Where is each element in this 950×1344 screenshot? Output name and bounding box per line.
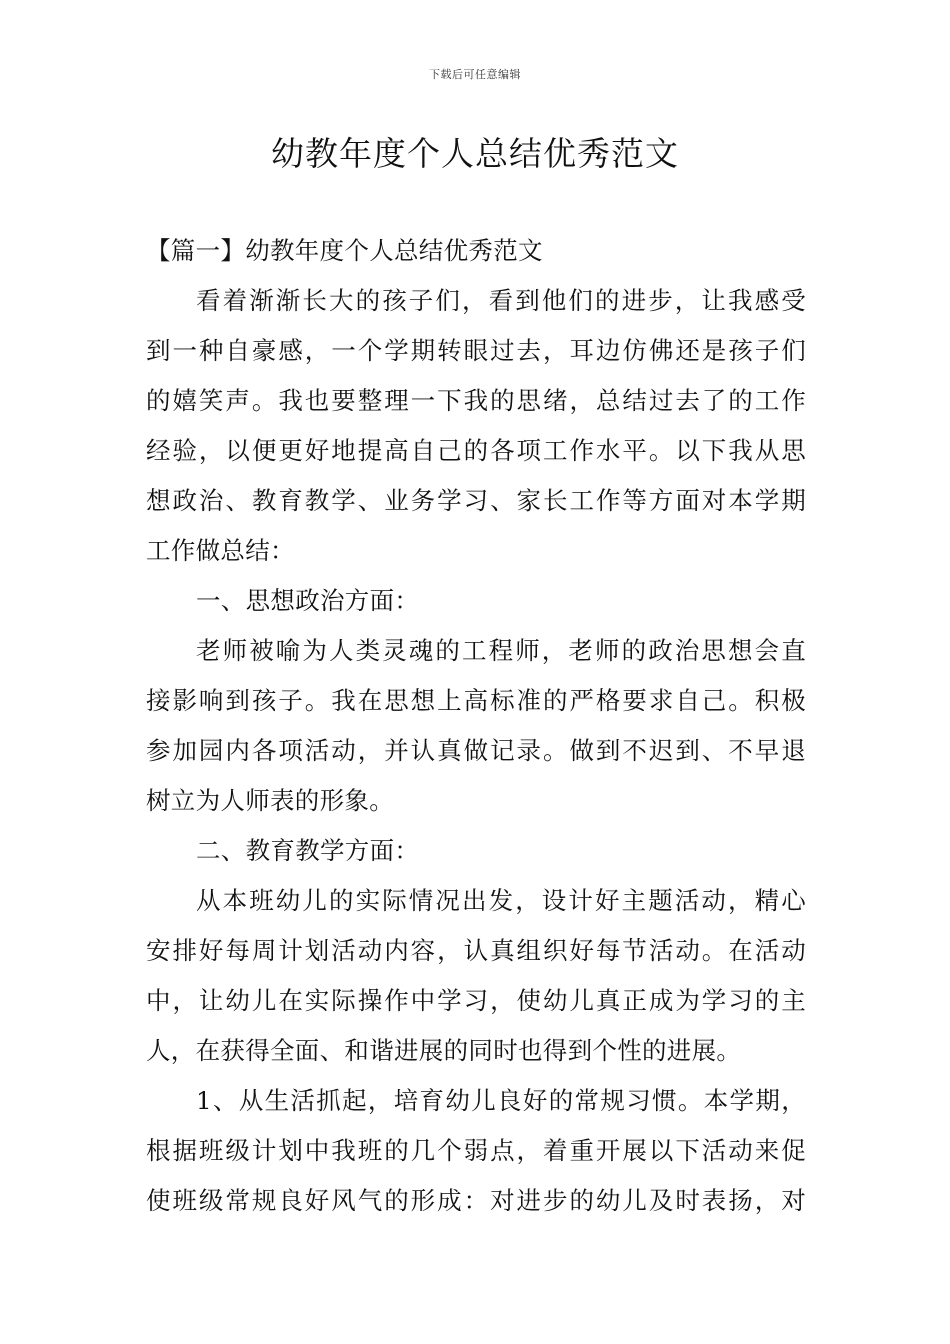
text-line: 工作做总结： [146,536,295,565]
text-line: 中，让幼儿在实际操作中学习，使幼儿真正成为学习的主 [146,986,806,1015]
text-line: 人，在获得全面、和谐进展的同时也得到个性的进展。 [146,1036,742,1065]
text-line: 1、从生活抓起，培育幼儿良好的常规习惯。本学期， [196,1086,806,1115]
text-line: 老师被喻为人类灵魂的工程师，老师的政治思想会直 [196,636,806,665]
text-line: 的嬉笑声。我也要整理一下我的思绪，总结过去了的工作 [146,386,806,415]
document-body [146,226,806,1226]
document-title: 幼教年度个人总结优秀范文 [271,134,679,173]
text-line: 二、教育教学方面： [196,836,420,865]
text-line: 【篇一】幼教年度个人总结优秀范文 [146,236,543,265]
text-line: 使班级常规良好风气的形成：对进步的幼儿及时表扬，对 [146,1186,806,1215]
text-line: 树立为人师表的形象。 [146,786,394,815]
text-line: 参加园内各项活动，并认真做记录。做到不迟到、不早退 [146,736,806,765]
text-line: 看着渐渐长大的孩子们，看到他们的进步，让我感受 [196,286,806,315]
text-line: 经验，以便更好地提高自己的各项工作水平。以下我从思 [146,436,806,465]
text-line: 想政治、教育教学、业务学习、家长工作等方面对本学期 [146,486,806,515]
text-line: 一、思想政治方面： [196,586,420,615]
header-note: 下载后可任意编辑 [429,68,521,81]
text-line: 从本班幼儿的实际情况出发，设计好主题活动，精心 [196,886,806,915]
text-line: 到一种自豪感，一个学期转眼过去，耳边仿佛还是孩子们 [146,336,806,365]
text-line: 根据班级计划中我班的几个弱点，着重开展以下活动来促 [146,1136,806,1165]
text-line: 接影响到孩子。我在思想上高标准的严格要求自己。积极 [146,686,806,715]
text-line: 安排好每周计划活动内容，认真组织好每节活动。在活动 [146,936,806,965]
